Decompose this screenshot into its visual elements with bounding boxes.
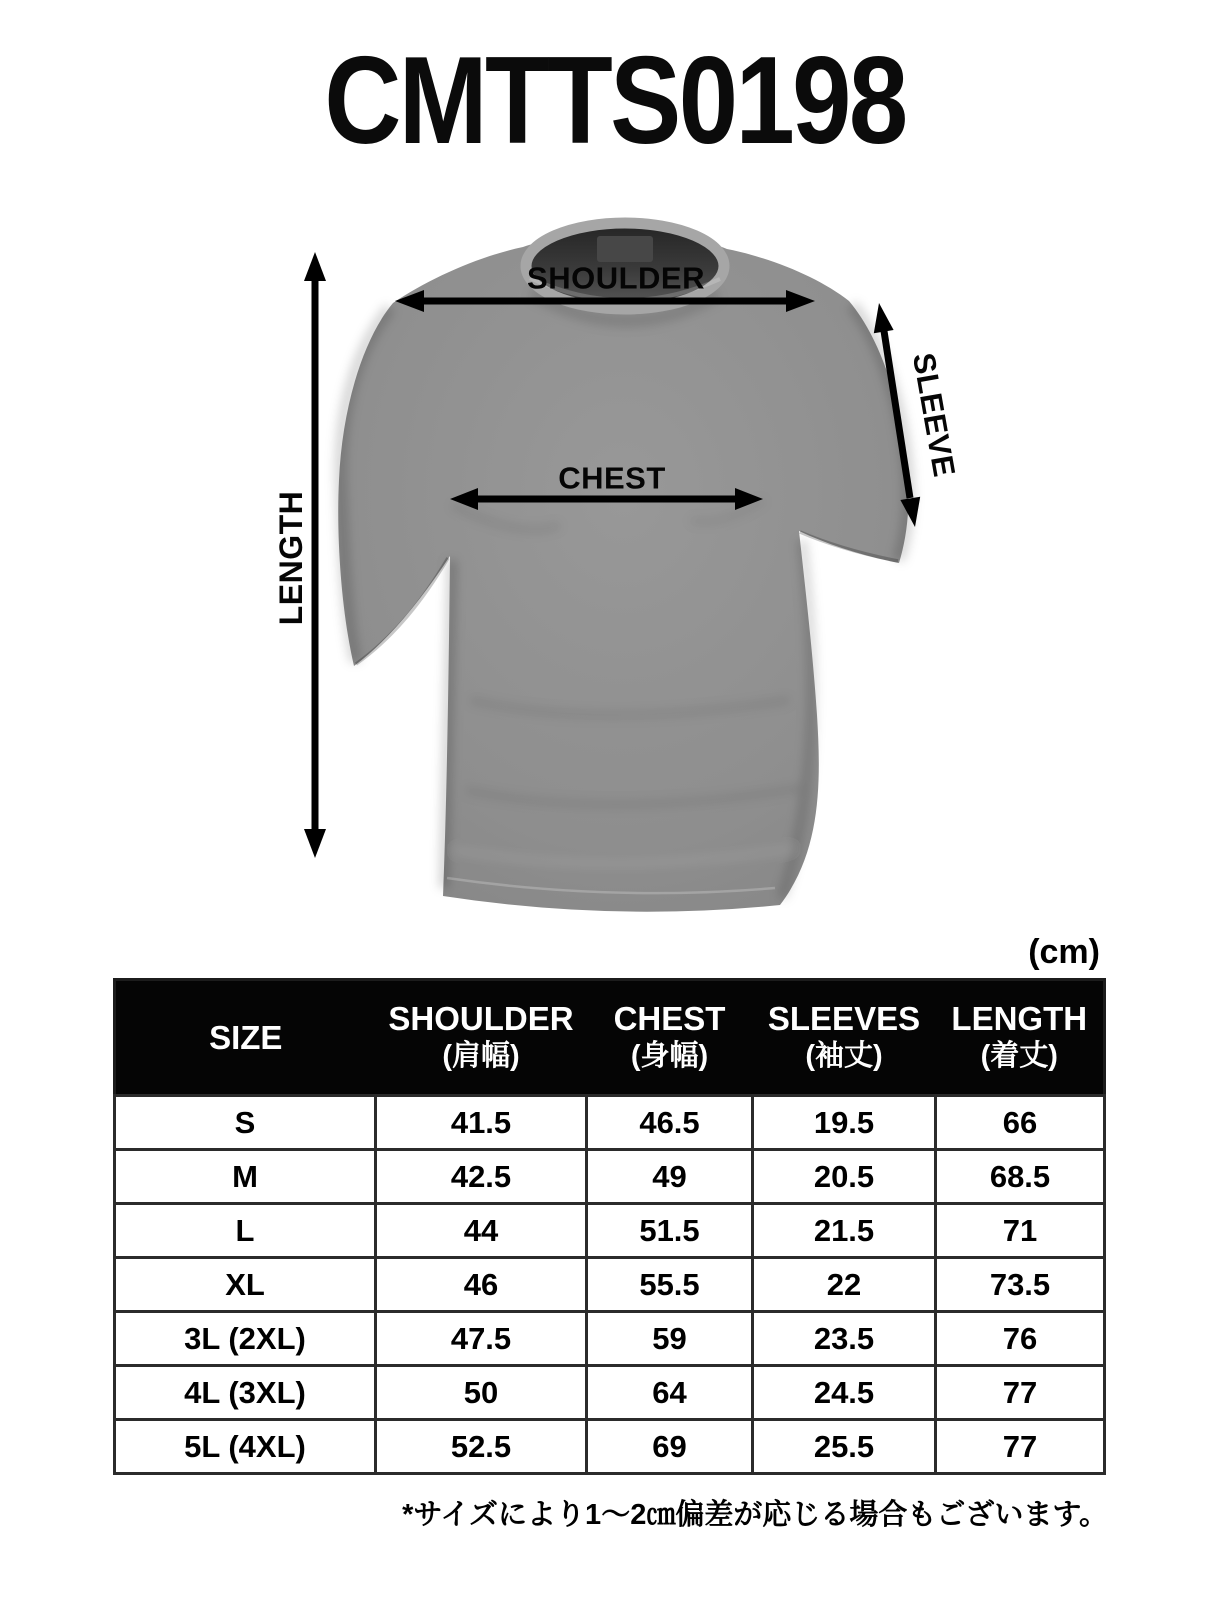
length-cell: 76 [936,1312,1105,1366]
table-row [115,1150,1105,1204]
size-cell: 3L (2XL) [115,1312,376,1366]
product-code-title: CMTTS0198 [324,32,906,170]
col-header-shoulder: SHOULDER (肩幅) [376,980,587,1096]
length-cell: 68.5 [936,1150,1105,1204]
unit-label: (cm) [1028,933,1100,971]
chest-cell: 59 [587,1312,753,1366]
sleeves-cell: 19.5 [753,1096,936,1150]
chest-cell: 64 [587,1366,753,1420]
size-cell: XL [115,1258,376,1312]
size-cell: S [115,1096,376,1150]
table-row [115,1096,1105,1150]
tshirt-illustration [338,223,908,912]
chest-cell: 55.5 [587,1258,753,1312]
table-row [115,1366,1105,1420]
shoulder-cell: 52.5 [376,1420,587,1474]
sleeves-cell: 24.5 [753,1366,936,1420]
chest-cell: 46.5 [587,1096,753,1150]
chest-label: CHEST [558,460,666,496]
col-header-chest: CHEST (身幅) [587,980,753,1096]
size-cell: 5L (4XL) [115,1420,376,1474]
tolerance-note: *サイズにより1〜2㎝偏差が応じる場合もございます。 [402,1499,1108,1531]
sleeves-cell: 23.5 [753,1312,936,1366]
tshirt-body [338,236,908,912]
table-row [115,1204,1105,1258]
shoulder-label: SHOULDER [527,260,705,296]
chest-cell: 51.5 [587,1204,753,1258]
size-cell: L [115,1204,376,1258]
col-header-size: SIZE [115,980,376,1096]
sleeve-label: SLEEVE [905,350,963,480]
sleeves-cell: 22 [753,1258,936,1312]
chest-cell: 49 [587,1150,753,1204]
size-table-header [115,980,1105,1096]
shoulder-cell: 42.5 [376,1150,587,1204]
length-cell: 66 [936,1096,1105,1150]
length-cell: 77 [936,1420,1105,1474]
shoulder-cell: 46 [376,1258,587,1312]
shoulder-cell: 41.5 [376,1096,587,1150]
col-header-length: LENGTH (着丈) [936,980,1105,1096]
sleeves-cell: 25.5 [753,1420,936,1474]
neck-tag [597,236,653,262]
sleeves-cell: 20.5 [753,1150,936,1204]
table-row [115,1312,1105,1366]
table-row [115,1258,1105,1312]
size-cell: M [115,1150,376,1204]
size-table-body [115,1096,1105,1474]
shoulder-cell: 50 [376,1366,587,1420]
sleeves-cell: 21.5 [753,1204,936,1258]
length-cell: 73.5 [936,1258,1105,1312]
col-header-sleeves: SLEEVES (袖丈) [753,980,936,1096]
length-cell: 77 [936,1366,1105,1420]
size-cell: 4L (3XL) [115,1366,376,1420]
size-table [113,978,1106,1475]
shoulder-cell: 44 [376,1204,587,1258]
length-label: LENGTH [273,490,309,626]
chest-cell: 69 [587,1420,753,1474]
length-cell: 71 [936,1204,1105,1258]
table-row [115,1420,1105,1474]
shoulder-cell: 47.5 [376,1312,587,1366]
